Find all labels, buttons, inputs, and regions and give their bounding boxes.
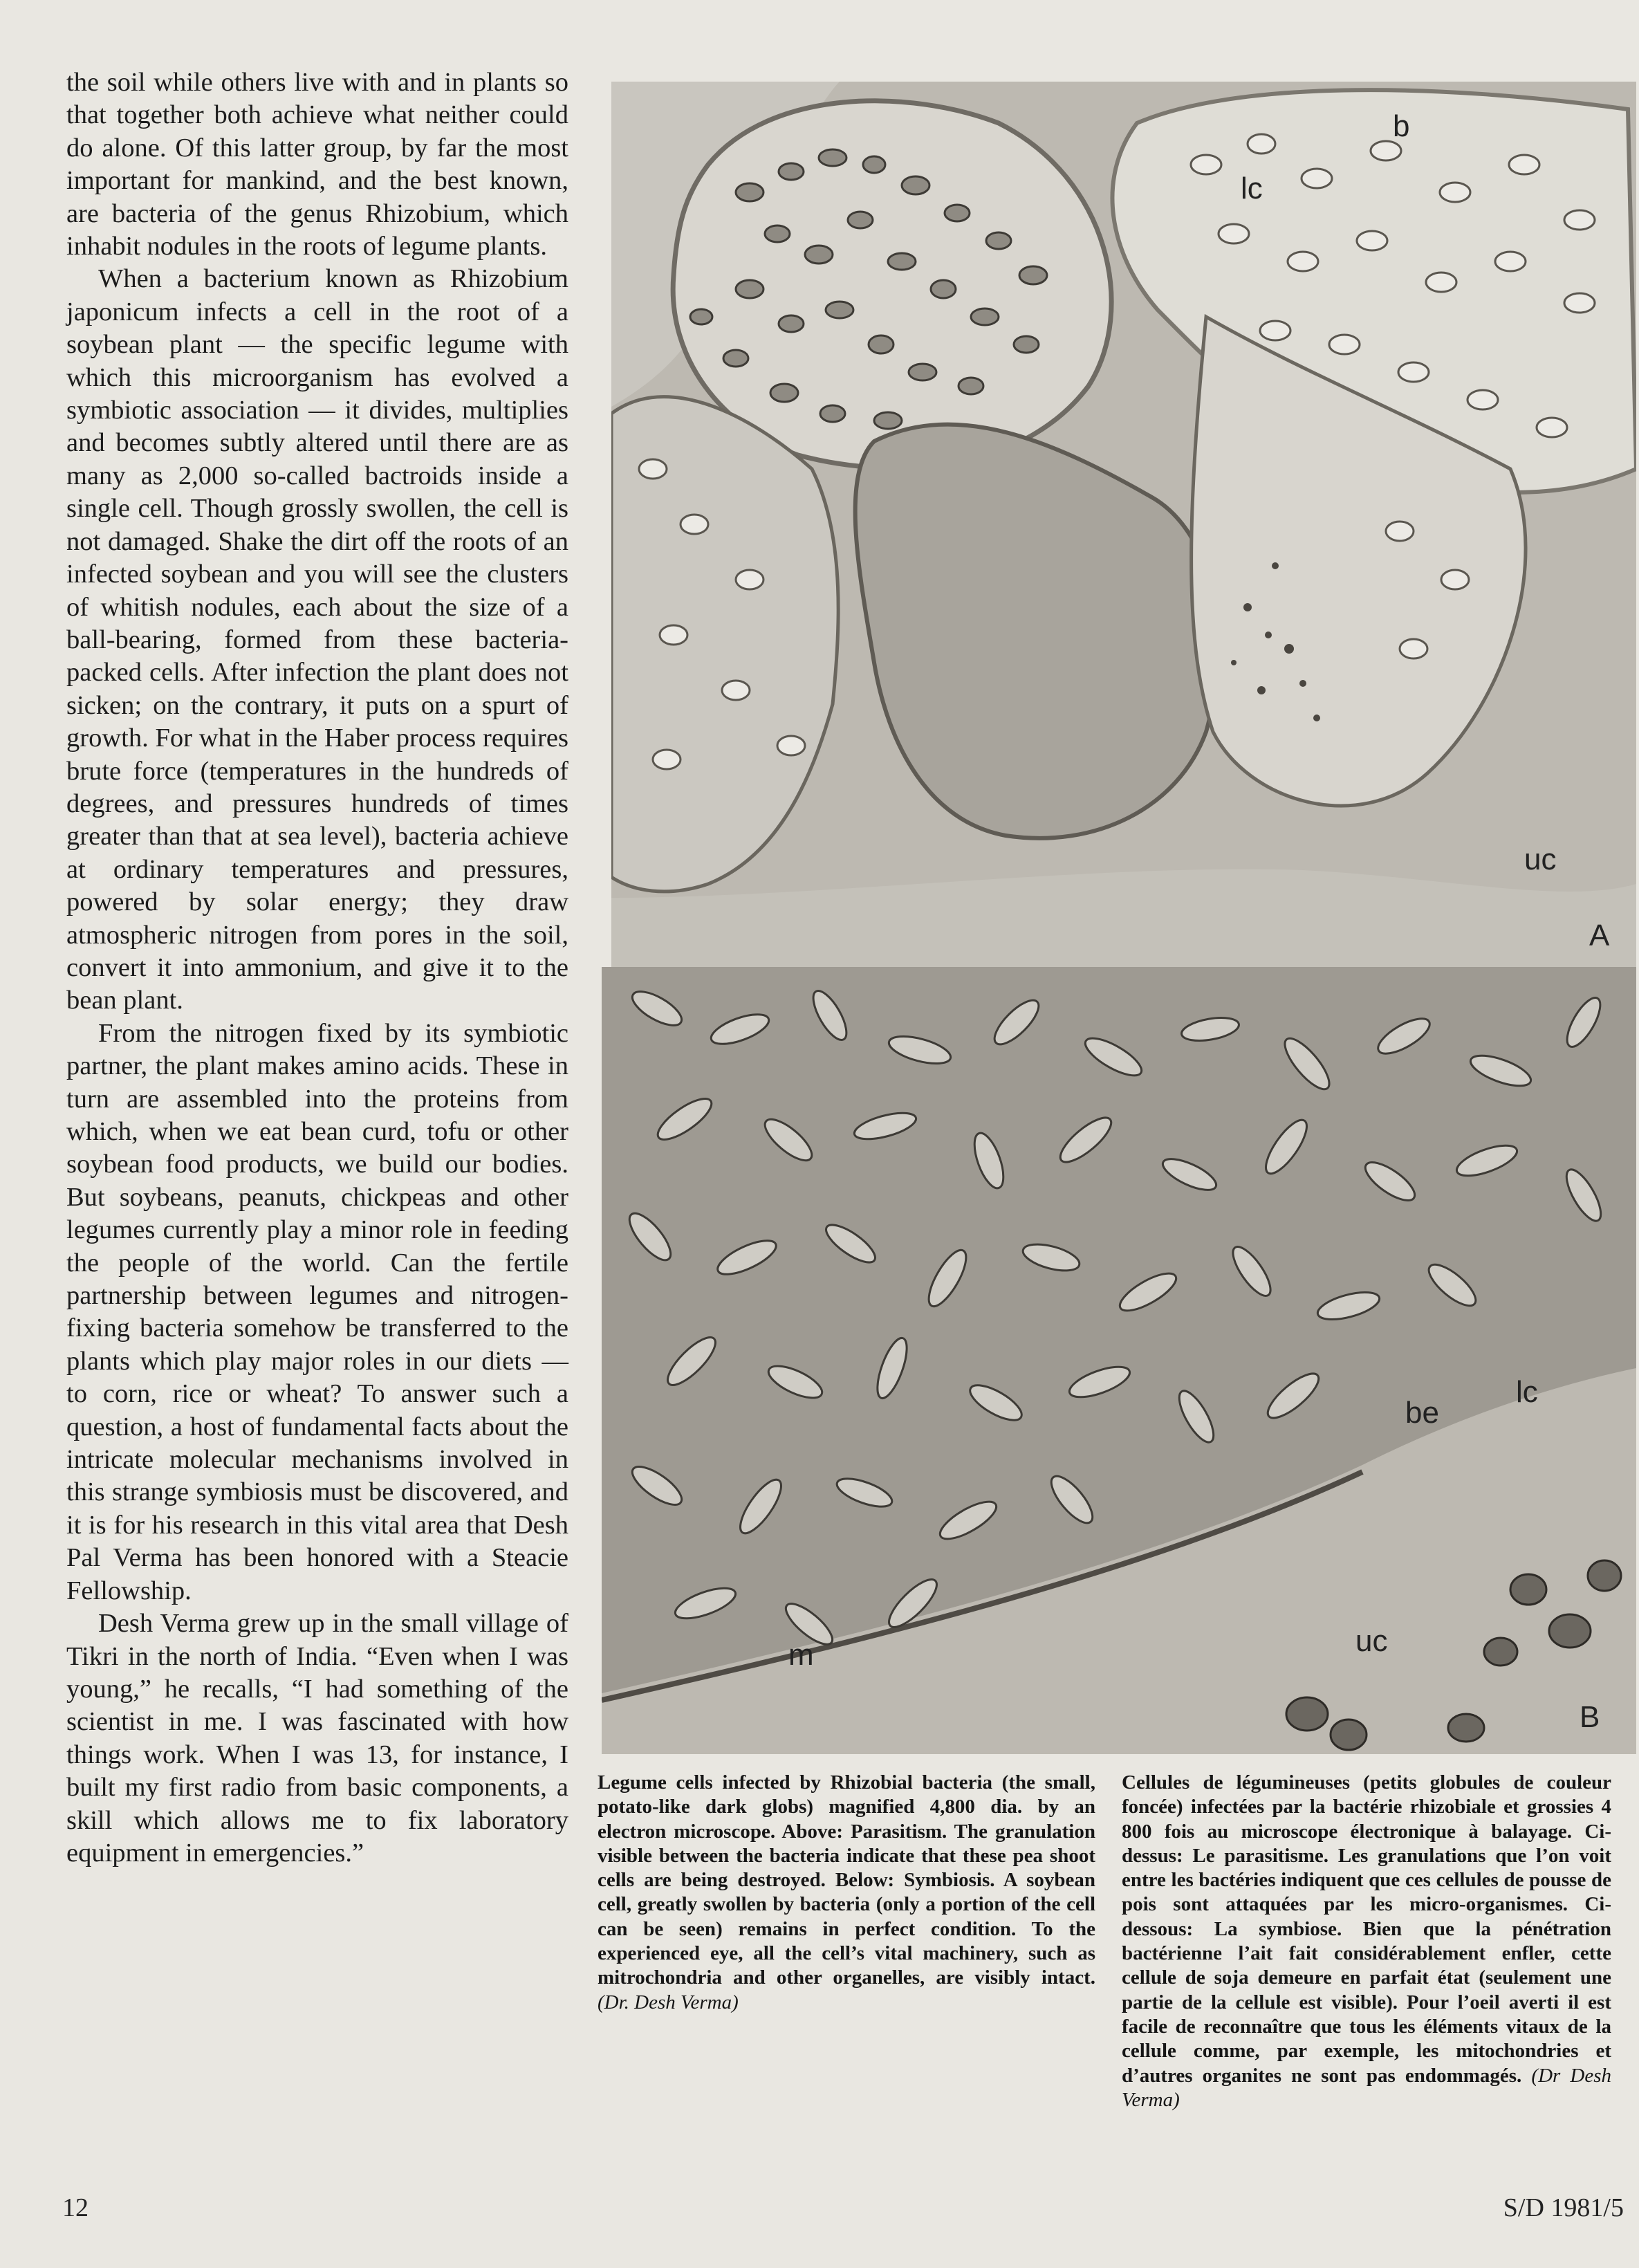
- label-m: m: [788, 1638, 814, 1672]
- micrograph-symbiosis: [602, 967, 1636, 1754]
- article-column: [66, 66, 568, 1870]
- caption-english: [598, 1771, 1095, 2015]
- micrograph-b-image: [602, 967, 1636, 1754]
- label-uc: uc: [1524, 842, 1557, 876]
- micrograph-parasitism: [611, 82, 1636, 968]
- label-uc: uc: [1355, 1624, 1388, 1658]
- label-lc: lc: [1241, 172, 1263, 205]
- caption-english-text: Legume cells infected by Rhizobial bacteria (the small, potato-like dark globs) magnified 4,800 dia. by an electron microscope. Above: Parasitism. The granulation visible between the bacteria indicate that these pea shoot cells are being destroyed. Below: Symbiosis. A soybean cell, greatly swollen by bacteria (only a portion of the cell can be seen) remains in perfect condition. To the experienced eye, all the cell’s vital machinery, such as mitrochondria and other organelles, are visibly intact.: [598, 1771, 1095, 1989]
- caption-english-credit: (Dr. Desh Verma): [598, 1991, 739, 2013]
- label-lc: lc: [1516, 1375, 1538, 1409]
- caption-french: [1122, 1771, 1611, 2112]
- issue-label: S/D 1981/5: [1503, 2193, 1624, 2222]
- article-paragraph: When a bacterium known as Rhizobium japonicum infects a cell in the root of a soybean plant — the specific legume with which this microorganism has evolved a symbiotic association — it divides, multiplies and becomes subtly altered until there are as many as 2,000 so-called bactroids inside a single cell. Though grossly swollen, the cell is not damaged. Shake the dirt off the roots of an infected soybean and you will see the clusters of whitish nodules, each about the size of a ball-bearing, formed from these bacteria-packed cells. After infection the plant does not sicken; on the contrary, it puts on a spurt of growth. For what in the Haber process requires brute force (temperatures in the hundreds of degrees, and pressures hundreds of times greater than that at sea level), bacteria achieve at ordinary temperatures and pressures, powered by solar energy; they draw atmospheric nitrogen from pores in the soil, convert it into ammonium, and give it to the bean plant.: [66, 264, 568, 1015]
- article-paragraph: Desh Verma grew up in the small village of Tikri in the north of India. “Even when I was young,” he recalls, “I had something of the scientist in me. I was fascinated with how things work. When I was 13, for instance, I built my first radio from basic components, a skill which allows me to fix laboratory equipment in emergencies.”: [66, 1609, 568, 1868]
- label-panel-a: A: [1589, 919, 1610, 952]
- caption-french-credit: (Dr Desh Verma): [1122, 2064, 1611, 2111]
- page-number: 12: [62, 2193, 89, 2222]
- caption-french-text: Cellules de légumineuses (petits globules de couleur foncée) infectées par la bactérie rhizobiale et grossies 4 800 fois au microscope électronique à balayage. Ci-dessus: Le parasitisme. Les granulations que l’on voit entre les bactéries indiquent que ces cellules de pousse de pois sont attaquées par les micro-organismes. Ci-dessous: La symbiose. Bien que la pénétration bactérienne l’ait fait considérablement enfler, cette cellule de soja demeure en parfait état (seulement une partie de la cellule est visible). Pour l’oeil averti il est facile de reconnaître que tous les éléments vitaux de la cellule comme, par exemple, les mitochondries et d’autres organites ne sont pas endommagés.: [1122, 1771, 1611, 2087]
- article-paragraph: From the nitrogen fixed by its symbiotic partner, the plant makes amino acids. These in turn are assembled into the proteins from which, when we eat bean curd, tofu or other soybean food products, we build our bodies. But soybeans, peanuts, chickpeas and other legumes currently play a minor role in feeding the people of the world. Can the fertile partnership between legumes and nitrogen-fixing bacteria somehow be transferred to the plants which play major roles in our diets — to corn, rice or wheat? To answer such a question, a host of fundamental facts about the intricate molecular mechanisms involved in this strange symbiosis must be discovered, and it is for his research in this vital area that Desh Pal Verma has been honored with a Steacie Fellowship.: [66, 1018, 568, 1605]
- label-be: be: [1405, 1396, 1439, 1430]
- article-paragraph: the soil while others live with and in plants so that together both achieve what neither could do alone. Of this latter group, by far the most important for mankind, and the best known, are bacteria of the genus Rhizobium, which inhabit nodules in the roots of legume plants.: [66, 68, 568, 261]
- micrograph-a-image: [611, 82, 1636, 968]
- label-b: b: [1393, 109, 1410, 143]
- label-panel-b: B: [1580, 1700, 1600, 1734]
